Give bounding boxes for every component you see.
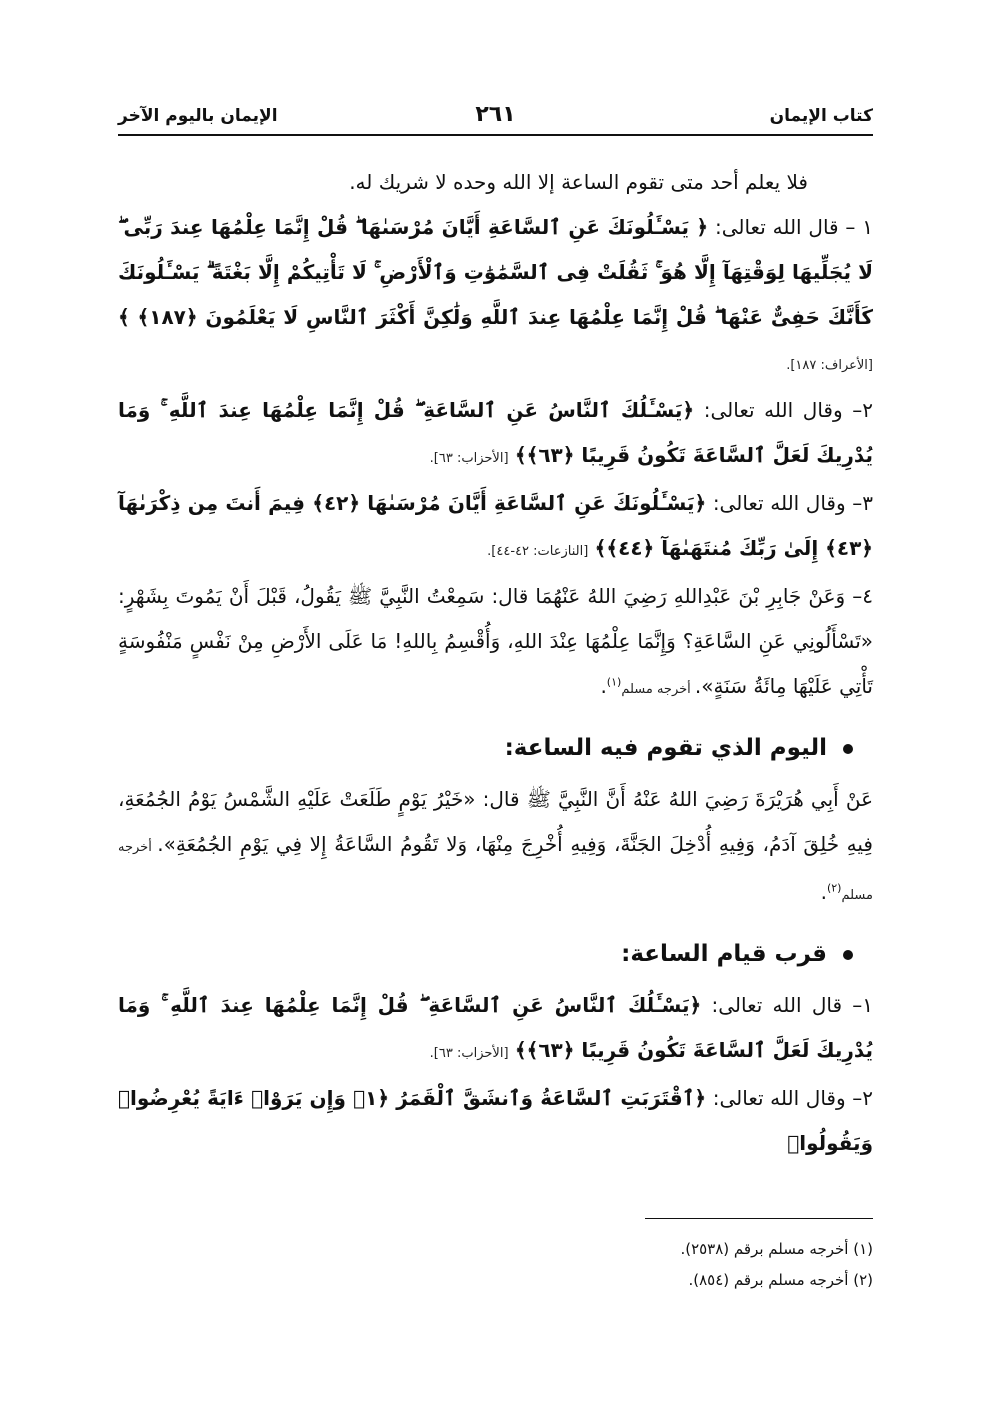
header-rule <box>118 134 873 136</box>
intro-paragraph: فلا يعلم أحد متى تقوم الساعة إلا الله وحده لا شريك له. <box>349 170 808 194</box>
quran-verse: ﴿يَسْـَٔلُكَ ٱلنَّاسُ عَنِ ٱلسَّاعَةِ ۖ قُلْ إِنَّمَا عِلْمُهَا عِندَ ٱللَّهِ ۚ وَمَا يُدْرِيكَ لَعَلَّ ٱلسَّاعَةَ تَكُونُ قَرِيبًا ﴿٦٣﴾﴾ <box>118 398 873 467</box>
item-number: ١ – <box>838 215 874 239</box>
bullet-icon <box>843 950 853 960</box>
item-lead: قال الله تعالى: <box>701 993 842 1017</box>
running-header <box>118 100 873 136</box>
item-2 <box>118 388 873 481</box>
section-title: قرب قيام الساعة: <box>621 941 827 967</box>
item-lead: وقال الله تعالى: <box>706 1086 846 1110</box>
hadith-text: وَعَنْ جَابِرِ بْنَ عَبْدِاللهِ رَضِيَ اللهُ عَنْهُمَا قال: سَمِعْتُ النَّبِيَّ ﷺ يَقُولُ، قَبْلَ أَنْ يَمُوتَ بِشَهْرٍ: «تَسْأَلُونِي عَنِ السَّاعَةِ؟ وَإِنَّمَا عِلْمُهَا عِنْدَ اللهِ، وَأُقْسِمُ بِاللهِ! مَا عَلَى الأَرْضِ مِنْ نَفْسٍ مَنْفُوسَةٍ تَأْتِي عَلَيْهَا مِائَةُ سَنَةٍ». <box>118 584 873 698</box>
citation: [النازعات: ٤٢-٤٤]. <box>487 544 589 559</box>
footnote-2: (٢) أخرجه مسلم برقم (٨٥٤). <box>688 1271 873 1289</box>
item-1 <box>118 205 873 388</box>
page-number: ٢٦١ <box>475 102 516 127</box>
item-3 <box>118 481 873 574</box>
section-heading-nearness <box>118 932 873 977</box>
citation: [الأعراف: ١٨٧]. <box>786 358 873 373</box>
footnotes <box>473 1234 873 1296</box>
item-number: ١– <box>842 993 874 1017</box>
item-number: ٣– <box>845 491 874 515</box>
section2-item-1 <box>118 983 873 1076</box>
footnote-1: (١) أخرجه مسلم برقم (٢٥٣٨). <box>680 1240 873 1258</box>
item-lead: قال الله تعالى: <box>708 215 839 239</box>
citation: [الأحزاب: ٦٣]. <box>429 1046 509 1061</box>
header-book-title: كتاب الإيمان <box>769 106 873 126</box>
footnote-rule <box>645 1218 873 1219</box>
hadith-source: أخرجه مسلم <box>118 840 873 903</box>
item-lead: وقال الله تعالى: <box>706 491 846 515</box>
item-number: ٢– <box>845 1086 873 1110</box>
item-4: ٤– وَعَنْ جَابِرِ بْنَ عَبْدِاللهِ رَضِيَ اللهُ عَنْهُمَا قال: سَمِعْتُ النَّبِيَّ ﷺ يَقُولُ، قَبْلَ أَنْ يَمُوتَ بِشَهْرٍ: «تَسْأَلُونِي عَنِ السَّاعَةِ؟ وَإِنَّمَا عِلْمُهَا عِنْدَ اللهِ، وَأُقْسِمُ بِاللهِ! مَا عَلَى الأَرْضِ مِنْ نَفْسٍ مَنْفُوسَةٍ تَأْتِي عَلَيْهَا مِائَةُ سَنَةٍ». أخرجه مسلم$^{(١)}$. <box>118 584 873 698</box>
hadith-friday: عَنْ أَبِي هُرَيْرَةَ رَضِيَ اللهُ عَنْهُ أَنَّ النَّبِيَّ ﷺ قال: «خَيْرُ يَوْمٍ طَلَعَتْ عَلَيْهِ الشَّمْسُ يَوْمُ الجُمُعَةِ، فِيهِ خُلِقَ آدَمُ، وَفِيهِ أُدْخِلَ الجَنَّةَ، وَفِيهِ أُخْرِجَ مِنْهَا، وَلا تَقُومُ السَّاعَةُ إِلا فِي يَوْمِ الجُمُعَةِ». أخرجه مسلم$^{(٢)}$. <box>118 787 873 904</box>
item-lead: وقال الله تعالى: <box>694 398 843 422</box>
item-number: ٢– <box>842 398 874 422</box>
section-heading-day <box>118 726 873 771</box>
footnote-marker: (٢) <box>826 881 842 895</box>
citation: [الأحزاب: ٦٣]. <box>429 451 509 466</box>
main-text <box>118 160 873 1166</box>
hadith-text: عَنْ أَبِي هُرَيْرَةَ رَضِيَ اللهُ عَنْهُ أَنَّ النَّبِيَّ ﷺ قال: «خَيْرُ يَوْمٍ طَلَعَتْ عَلَيْهِ الشَّمْسُ يَوْمُ الجُمُعَةِ، فِيهِ خُلِقَ آدَمُ، وَفِيهِ أُدْخِلَ الجَنَّةَ، وَفِيهِ أُخْرِجَ مِنْهَا، وَلا تَقُومُ السَّاعَةُ إِلا فِي يَوْمِ الجُمُعَةِ». <box>118 787 873 856</box>
bullet-icon <box>843 744 853 754</box>
section-title: اليوم الذي تقوم فيه الساعة: <box>504 735 827 761</box>
section2-item-2 <box>118 1076 873 1166</box>
footnote-marker: (١) <box>606 675 622 689</box>
quran-verse: ﴿ٱقْتَرَبَتِ ٱلسَّاعَةُ وَٱنشَقَّ ٱلْقَمَرُ ﴿١﴾ وَإِن يَرَوْا۟ ءَايَةً يُعْرِضُوا۟ وَيَقُولُوا۟ <box>118 1086 873 1155</box>
item-number: ٤– <box>845 584 873 608</box>
header-chapter-title: الإيمان باليوم الآخر <box>118 106 278 126</box>
quran-verse: ﴿يَسْـَٔلُونَكَ عَنِ ٱلسَّاعَةِ أَيَّانَ مُرْسَىٰهَا ﴿٤٢﴾ فِيمَ أَنتَ مِن ذِكْرَىٰهَآ ﴿٤٣﴾ إِلَىٰ رَبِّكَ مُنتَهَىٰهَآ ﴿٤٤﴾﴾ <box>118 491 873 560</box>
hadith-source: أخرجه مسلم <box>621 682 695 697</box>
quran-verse: ﴿يَسْـَٔلُكَ ٱلنَّاسُ عَنِ ٱلسَّاعَةِ ۖ قُلْ إِنَّمَا عِلْمُهَا عِندَ ٱللَّهِ ۚ وَمَا يُدْرِيكَ لَعَلَّ ٱلسَّاعَةَ تَكُونُ قَرِيبًا ﴿٦٣﴾﴾ <box>118 993 873 1062</box>
quran-verse: ﴿ يَسْـَٔلُونَكَ عَنِ ٱلسَّاعَةِ أَيَّانَ مُرْسَىٰهَا ۖ قُلْ إِنَّمَا عِلْمُهَا عِندَ رَبِّى ۖ لَا يُجَلِّيهَا لِوَقْتِهَآ إِلَّا هُوَ ۚ ثَقُلَتْ فِى ٱلسَّمَٰوَٰتِ وَٱلْأَرْضِ ۚ لَا تَأْتِيكُمْ إِلَّا بَغْتَةً ۗ يَسْـَٔلُونَكَ كَأَنَّكَ حَفِىٌّ عَنْهَا ۖ قُلْ إِنَّمَا عِلْمُهَا عِندَ ٱللَّهِ وَلَٰكِنَّ أَكْثَرَ ٱلنَّاسِ لَا يَعْلَمُونَ ﴿١٨٧﴾ ﴾ <box>118 215 873 329</box>
